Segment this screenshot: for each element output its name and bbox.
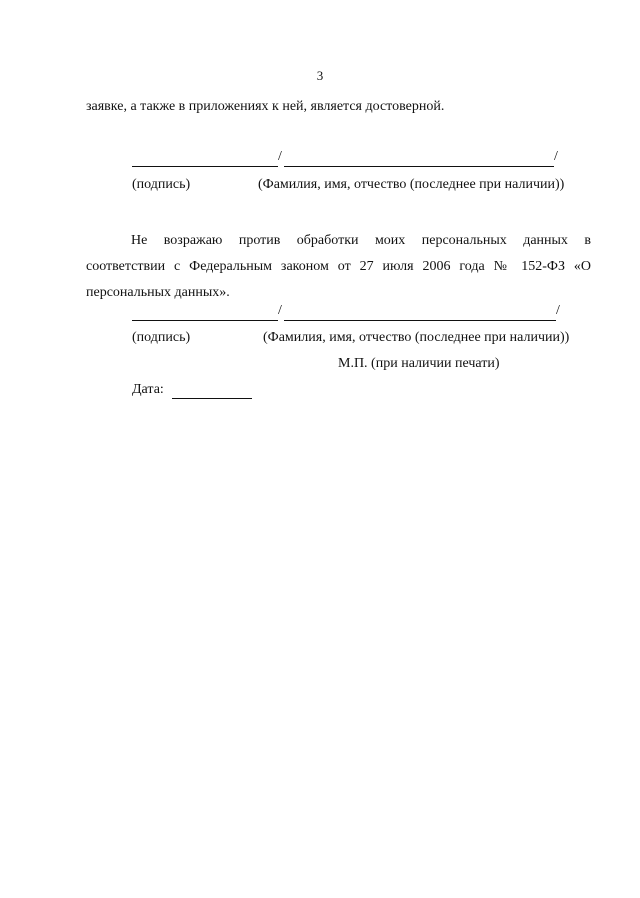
signature-caption-1: (подпись) <box>132 177 191 192</box>
page-number: 3 <box>316 68 324 83</box>
date-line <box>172 398 252 399</box>
continuation-text: заявке, а также в приложениях к ней, является достоверной. <box>86 99 445 114</box>
consent-line-1: Не возражаю против обработки моих персональных данных в <box>131 233 591 248</box>
signature-line-1 <box>132 166 278 167</box>
consent-line-2: соответствии с Федеральным законом от 27 июля 2006 года № 152-ФЗ «О <box>86 259 591 274</box>
consent-paragraph <box>86 228 591 306</box>
name-caption-2: (Фамилия, имя, отчество (последнее при наличии)) <box>263 330 570 345</box>
date-label: Дата: <box>132 382 164 397</box>
name-line-1 <box>284 166 554 167</box>
separator-slash-1: / <box>278 149 282 164</box>
separator-slash-2b: / <box>556 303 560 318</box>
name-caption-1: (Фамилия, имя, отчество (последнее при наличии)) <box>258 177 565 192</box>
signature-caption-2: (подпись) <box>132 330 191 345</box>
separator-slash-1b: / <box>554 149 558 164</box>
signature-line-2 <box>132 320 278 321</box>
separator-slash-2: / <box>278 303 282 318</box>
name-line-2 <box>284 320 556 321</box>
consent-line-3: персональных данных». <box>86 285 230 300</box>
stamp-note: М.П. (при наличии печати) <box>338 356 500 371</box>
